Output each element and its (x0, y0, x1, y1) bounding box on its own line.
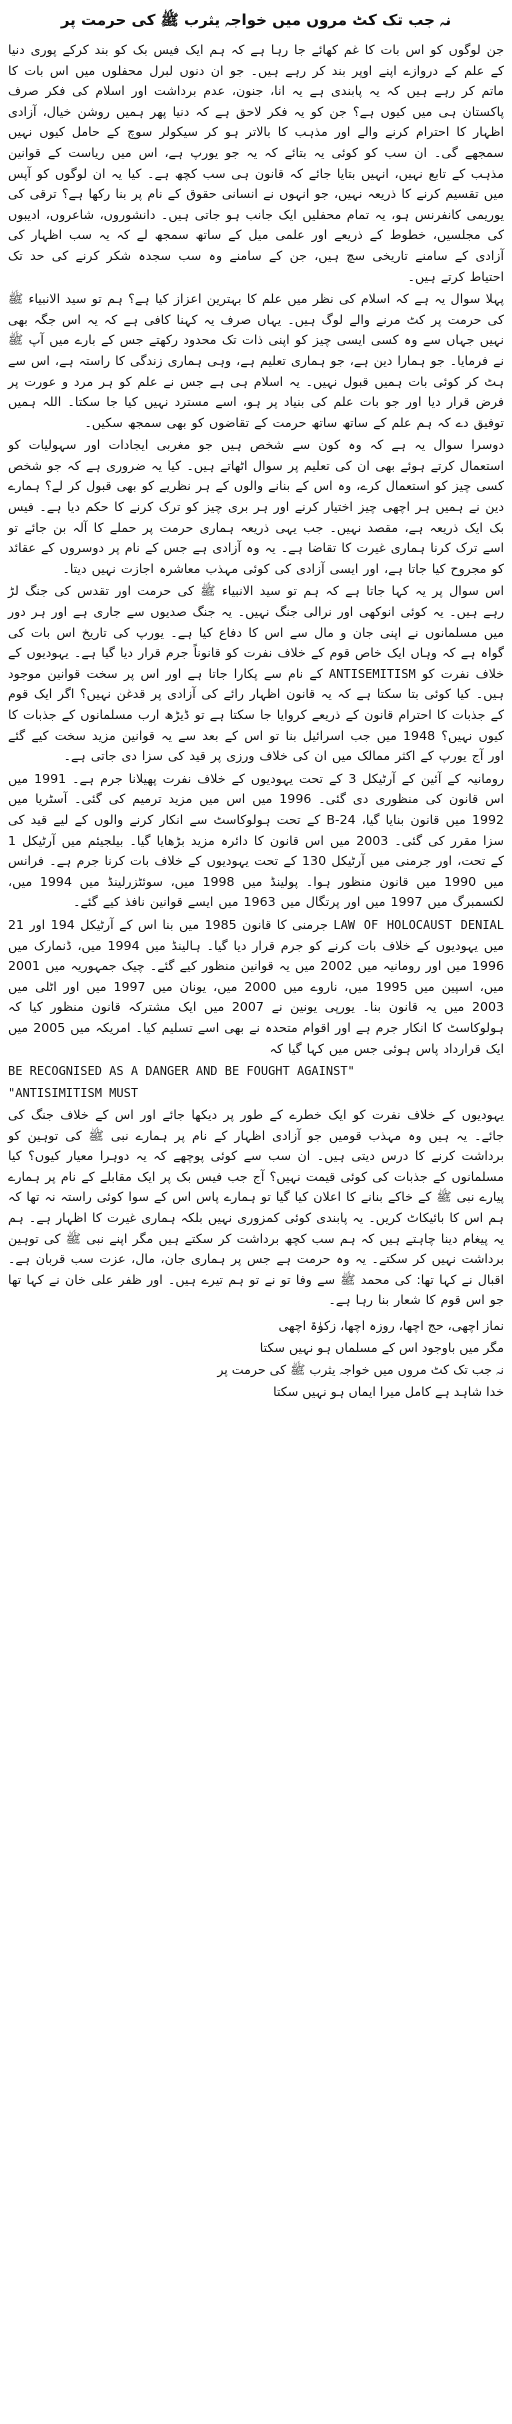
quote-line-2: "ANTISIMITISM MUST (8, 1086, 139, 1101)
paragraph-4-text: اس سوال پر یہ کہا جاتا ہے کہ ہم تو سید الانبیاء ﷺ کی حرمت اور تقدس کی جنگ لڑ رہے ہیں۔ یہ کوئی انوکھی اور نرالی جنگ نہیں۔ یہ جنگ صدیوں سے جاری ہے اور ہر دور میں مسلمانوں نے اپنی جان و مال سے اس کا دفاع کیا ہے۔ یورپ کی تاریخ اس بات کی گواہ ہے کہ وہاں ایک خاص قوم کے خلاف نفرت کو قانوناً جرم قرار دیا گیا ہے۔ یہودیوں کے خلاف نفرت کو (8, 583, 504, 681)
paragraph-4 (8, 581, 504, 766)
paragraph-1: جن لوگوں کو اس بات کا غم کھائے جا رہا ہے کہ ہم ایک فیس بک کو بند کرکے پوری دنیا کے علم کے دروازے اپنے اوپر بند کر رہے ہیں۔ جو ان دنوں لبرل محفلوں میں اس بات کا ماتم کر رہے ہیں کہ یہ پابندی ہے یہ انا، جنون، عدم برداشت اور اسلام کی فکر صرف پاکستان ہی میں کیوں ہے؟ جن کو یہ فکر لاحق ہے کہ دنیا پھر ہمیں روشن خیال، آزادی اظہار کا احترام کرنے والے اور مذہب کا بالاتر ہو کر سیکولر سوچ کے حامل کیوں نہیں سمجھے گی۔ ان سب کو کوئی یہ بتائے کہ یہ جو یورپ ہے، اس میں ریاست کے قوانین مذہب کے تابع نہیں، انہیں بتایا جائے کہ قانون ہی سب کچھ ہے۔ کیا یہ ان لوگوں کو آپس میں تقسیم کرنے کا ذریعہ نہیں، جو انہوں نے انسانی حقوق کے نام پر بنا رکھا ہے؟ ترقی کی یوریمی کانفرنس ہو، یہ تمام محفلیں ایک جانب ہو جاتی ہیں۔ دانشوروں، شاعروں، ادیبوں کی مجلسیں، خطوط کے ذریعے اور علمی میل کے ساتھ سمجھ لے کہ یہ سب اظہار کی آزادی کے سامنے تاریخی سچ ہیں، جن کے سامنے وہ سب سجدہ شکر کرنے کی حد تک احتیاط کرتے ہیں۔ (8, 42, 504, 284)
poem-line-4: خدا شاہد ہے کامل میرا ایماں ہو نہیں سکتا (273, 1384, 504, 1400)
paragraph-4-continued: کے نام سے پکارا جاتا ہے اور اس پر سخت قوانین موجود ہیں۔ کیا کوئی بتا سکتا ہے کہ یہ قانون اظہار رائے کی آزادی پر قدغن نہیں؟ اگر ایک قوم کے جذبات کا احترام قانون کے ذریعے کروایا جا سکتا ہے تو ڈیڑھ ارب مسلمانوں کے جذبات کا کیوں نہیں؟ 1948 میں جب اسرائیل بنا تو اس کے بعد سے یہ قوانین مزید سخت کیے گئے اور آج یورپ کے اکثر ممالک میں ان کی خلاف ورزی پر قید کی سزا دی جاتی ہے۔ (8, 665, 504, 764)
article-title: نہ جب تک کٹ مروں میں خواجہ یثرب ﷺ کی حرمت پر (60, 11, 452, 29)
poem-line-1: نماز اچھی، حج اچھا، روزہ اچھا، زکوٰۃ اچھی (278, 1318, 504, 1334)
paragraph-6 (8, 915, 504, 1059)
paragraph-3: دوسرا سوال یہ ہے کہ وہ کون سے شخص ہیں جو مغربی ایجادات اور سہولیات کو استعمال کرتے ہوئے بھی ان کی تعلیم پر سوال اٹھاتے ہیں۔ کیا یہ ضروری ہے کہ جو شخص کسی چیز کو استعمال کرے، وہ اس کے بنانے والوں کے ہر نظریے کو بھی قبول کر لے؟ ہمارے دین نے ہمیں ہر اچھی چیز اختیار کرنے اور ہر بری چیز کو ترک کرنے کا حکم دیا ہے۔ فیس بک ایک ذریعہ ہے، مقصد نہیں۔ جب یہی ذریعہ ہماری حرمت پر حملے کا آلہ بن جائے تو اسے ترک کرنا ہماری غیرت کا تقاضا ہے۔ یہ وہ آزادی ہے جس کے نام پر دوسروں کے عقائد کو مجروح کیا جاتا ہے، اور ایسی آزادی کی کوئی مہذب معاشرہ اجازت نہیں دیتا۔ (8, 437, 504, 576)
paragraph-5: رومانیہ کے آئین کے آرٹیکل 3 کے تحت یہودیوں کے خلاف نفرت پھیلانا جرم ہے۔ 1991 میں اس قانون کی منظوری دی گئی۔ 1996 میں اس میں مزید ترمیم کی گئی۔ آسٹریا میں 1992 میں قانون بنایا گیا، 24-B کے تحت ہولوکاسٹ سے انکار کرنے والوں کے لیے قید کی سزا مقرر کی گئی۔ 2003 میں اس قانون کا دائرہ مزید بڑھایا گیا۔ بیلجیئم میں آرٹیکل 1 کے تحت، اور جرمنی میں آرٹیکل 130 کے تحت یہودیوں کے خلاف بات کرنا جرم ہے۔ فرانس میں 1990 میں قانون منظور ہوا۔ پولینڈ میں 1998 میں، سوئٹزرلینڈ میں 1994 میں، لکسمبرگ میں 1997 میں اور پرتگال میں 1963 میں ایسے قوانین نافذ کیے گئے۔ (8, 770, 505, 910)
quote-line-1: BE RECOGNISED AS A DANGER AND BE FOUGHT AGAINST" (8, 1064, 355, 1079)
antisemitism-term: ANTISEMITISM (329, 666, 416, 681)
paragraph-6-text: جرمنی کا قانون 1985 میں بنا اس کے آرٹیکل 194 اور 21 میں یہودیوں کے خلاف بات کرنے کو جرم قرار دیا گیا۔ ہالینڈ میں 1994 میں، ڈنمارک میں 1996 میں اور رومانیہ میں 2002 میں یہ قوانین منظور کیے گئے۔ چیک جمہوریہ میں 2001 میں، اسپین میں 1995 میں، ناروے میں 2000 میں، یونان میں 1997 میں اور اٹلی میں 2003 میں یہ قانون بنا۔ یورپی یونین نے 2007 میں ایک مشترکہ قانون منظور کیا کہ ہولوکاسٹ کا انکار جرم ہے اور اقوام متحدہ نے بھی اسے تسلیم کیا۔ امریکہ میں 2005 میں ایک قرارداد پاس ہوئی جس میں کہا گیا کہ (8, 916, 504, 1056)
poem-line-3: نہ جب تک کٹ مروں میں خواجہ یثرب ﷺ کی حرمت پر (217, 1362, 504, 1378)
paragraph-2: پہلا سوال یہ ہے کہ اسلام کی نظر میں علم کا بہترین اعزاز کیا ہے؟ ہم تو سید الانبیاء ﷺ کی حرمت پر کٹ مرنے والے لوگ ہیں۔ یہاں صرف یہ کہنا کافی ہے کہ یہ اس جگہ بھی نہیں جہاں سے وہ کسی ایسی چیز کو اپنی ذات تک محدود رکھتے جس کے بارے میں آپ ﷺ نے فرمایا۔ جو ہمارا دین ہے، جو ہماری تعلیم ہے، وہی ہماری زندگی کا راستہ ہے، اس سے ہٹ کر کوئی بات ہمیں قبول نہیں۔ یہ اسلام ہی ہے جس نے علم کو ہر مرد و عورت پر فرض قرار دیا اور جو بات علم کی بنیاد پر ہو، اسے مسترد نہیں کیا جا سکتا۔ اللہ ہمیں توفیق دے کہ ہم علم کے ساتھ ساتھ حرمت کے تقاضوں کو بھی سمجھ سکیں۔ (8, 291, 504, 430)
paragraph-7: یہودیوں کے خلاف نفرت کو ایک خطرے کے طور پر دیکھا جائے اور اس کے خلاف جنگ کی جائے۔ یہ ہیں وہ مہذب قومیں جو آزادی اظہار کے نام پر ہمارے نبی ﷺ کی توہین کو برداشت کرنے کا درس دیتی ہیں۔ ان سب سے کوئی پوچھے کہ یہ دوہرا معیار کیوں؟ کیا مسلمانوں کے جذبات کی کوئی قیمت نہیں؟ آج جب فیس بک پر ایک مقابلے کے نام پر ہمارے پیارے نبی ﷺ کے خاکے بنانے کا اعلان کیا گیا تو ہمارے پاس اس کے سوا کوئی راستہ نہ تھا کہ ہم اس کا بائیکاٹ کریں۔ یہ پابندی کوئی کمزوری نہیں بلکہ ہماری غیرت کا اظہار ہے۔ ہم یہ پیغام دینا چاہتے ہیں کہ ہم سب کچھ برداشت کر سکتے ہیں مگر اپنے نبی ﷺ کی توہین برداشت نہیں کر سکتے۔ یہ وہ حرمت ہے جس پر ہماری جان، مال، عزت سب قربان ہے۔ اقبال نے کہا تھا: کی محمد ﷺ سے وفا تو نے تو ہم تیرے ہیں۔ اور ظفر علی خان نے کہا تھا جو اس قوم کا شعار بنا رہا ہے۔ (8, 1107, 504, 1308)
poem-line-2: مگر میں باوجود اس کے مسلماں ہو نہیں سکتا (259, 1340, 504, 1356)
closing-poem (8, 1315, 504, 1403)
holocaust-denial-law-term: LAW OF HOLOCAUST DENIAL (333, 917, 504, 932)
